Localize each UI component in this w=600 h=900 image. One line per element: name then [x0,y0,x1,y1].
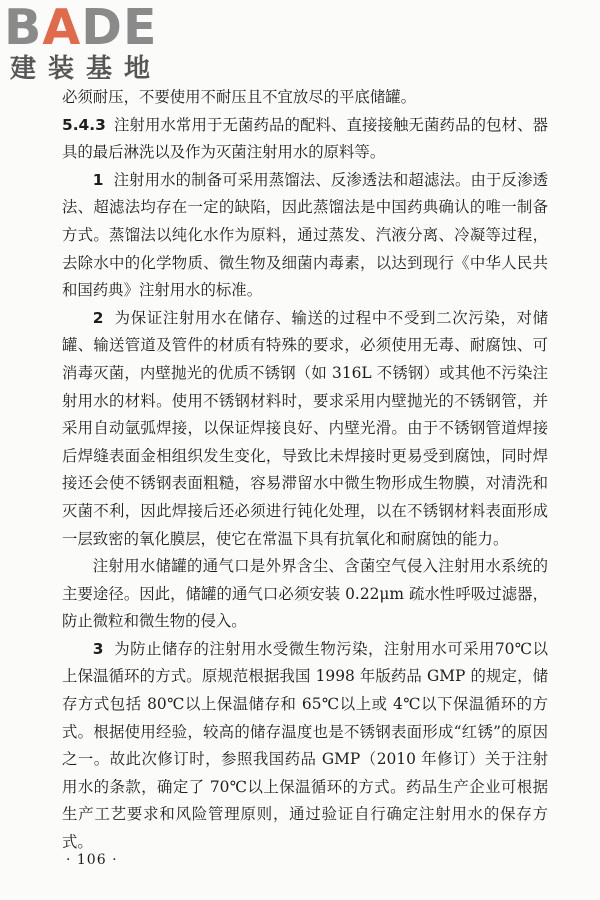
logo-brand: BADE [4,0,158,56]
paragraph-vent: 注射用水储罐的通气口是外界含尘、含菌空气侵入注射用水系统的主要途径。因此，储罐的通气口必须安装 0.22μm 疏水性呼吸过滤器，防止微粒和微生物的侵入。 [62,557,548,631]
paragraph-continued: 必须耐压，不要使用不耐压且不宜放尽的平底储罐。 [62,88,416,106]
page-number: · 106 · [66,852,118,868]
section-5-4-3: 5.4.3 注射用水常用于无菌药品的配料、直接接触无菌药品的包材、器具的最后淋洗以及作为灭菌注射用水的原料等。 [62,115,548,162]
document-body [62,84,548,857]
logo-subtitle: 建装基地 [10,54,163,84]
paragraph-item-3: 3 为防止储存的注射用水受微生物污染，注射用水可采用70℃以上保温循环的方式。原规范根据我国 1998 年版药品 GMP 的规定，储存方式包括 80℃以上保温储存和 65℃以上或 4℃以下保温循环的方式。根据使用经验，较高的储存温度也是不锈钢表面形成“红锈”的原因之一。故此次修订时，参照我国药品 GMP（2010 年修订）关于注射用水的条款，确定了 70℃以上保温循环的方式。药品生产企业可根据生产工艺要求和风险管理原则，通过验证自行确定注射用水的保存方式。 [62,639,548,852]
watermark-logo [4,2,189,94]
paragraph-item-1: 1 注射用水的制备可采用蒸馏法、反渗透法和超滤法。由于反渗透法、超滤法均存在一定的缺陷，因此蒸馏法是中国药典确认的唯一制备方式。蒸馏法以纯化水作为原料，通过蒸发、汽液分离、冷凝等过程，去除水中的化学物质、微生物及细菌内毒素，以达到现行《中华人民共和国药典》注射用水的标准。 [62,170,548,300]
paragraph-item-2: 2 为保证注射用水在储存、输送的过程中不受到二次污染，对储罐、输送管道及管件的材质有特殊的要求，必须使用无毒、耐腐蚀、可消毒灭菌，内壁抛光的优质不锈钢（如 316L 不锈钢）或其他不污染注射用水的材料。使用不锈钢材料时，要求采用内壁抛光的不锈钢管，并采用自动氩弧焊接，以保证焊接良好、内壁光滑。由于不锈钢管道焊接后焊缝表面金相组织发生变化，导致比未焊接时更易受到腐蚀，同时焊接还会使不锈钢表面粗糙，容易滞留水中微生物形成生物膜，对清洗和灭菌不利，因此焊接后还必须进行钝化处理，以在不锈钢材料表面形成一层致密的氧化膜层，使它在常温下具有抗氧化和耐腐蚀的能力。 [62,308,548,548]
